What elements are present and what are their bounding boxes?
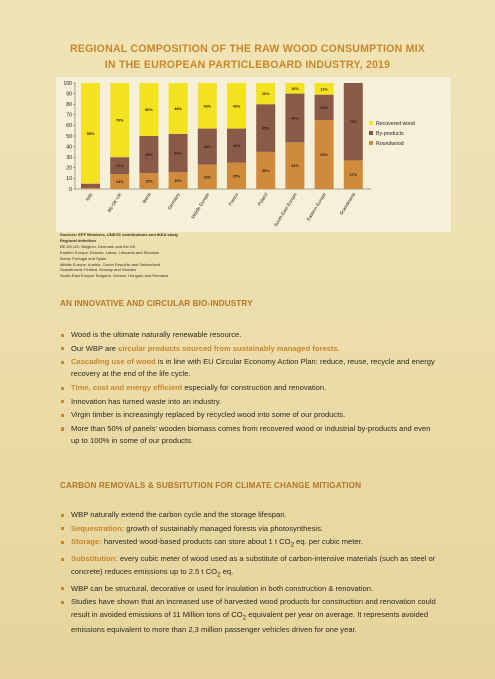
legend-label: By-products xyxy=(376,130,404,137)
data-label: 70% xyxy=(115,118,124,123)
data-label: 45% xyxy=(261,126,270,131)
data-label: 46% xyxy=(291,116,299,121)
y-tick-label: 40 xyxy=(66,144,72,151)
list-item: WBP can be structural, decorative or used for insulation in both construction & renovation. xyxy=(60,583,440,595)
x-tick-label: Italy xyxy=(84,191,94,202)
data-label: 48% xyxy=(174,106,182,111)
x-tick-label: Eastern Europe xyxy=(305,191,327,222)
x-tick-label: France xyxy=(227,191,240,207)
y-tick-label: 100 xyxy=(63,80,72,87)
sources-line: Sources: EPF Members, UNECE contributions and IKEA study xyxy=(60,232,179,237)
sources-block xyxy=(60,232,178,279)
list-item: Innovation has turned waste into an industry. xyxy=(60,396,440,408)
list-item: More than 50% of panels’ wooden biomass comes from recovered wood or industrial by-products and even up to 100% in some of our products. xyxy=(60,423,440,448)
data-label: 35% xyxy=(261,168,270,173)
data-label: 25% xyxy=(232,174,241,179)
data-label: 16% xyxy=(115,164,124,169)
list-item: Time, cost and energy efficient especially for construction and renovation. xyxy=(60,382,440,394)
stacked-bar-chart xyxy=(56,77,451,232)
bar-segment xyxy=(81,184,100,188)
list-item: Storage: harvested wood-based products can store about 1 t $CO_2$ eq. per cubic meter. xyxy=(60,536,440,552)
bar-segment xyxy=(81,188,100,189)
x-tick-label: Middle Europe xyxy=(190,191,211,220)
x-tick-label: Iberia xyxy=(141,191,152,205)
list-item: Virgin timber is increasingly replaced by recycled wood into some of our products. xyxy=(60,409,440,421)
sources-line: Iberia: Portugal and Spain xyxy=(60,255,107,261)
sources-line: South-East Europe: Bulgaria, Greece, Hungary and Romania xyxy=(60,273,169,279)
data-label: 23% xyxy=(203,175,212,180)
y-tick-label: 80 xyxy=(66,102,72,108)
y-tick-label: 30 xyxy=(66,155,72,161)
y-tick-label: 70 xyxy=(66,112,72,119)
data-label: 43% xyxy=(203,104,212,109)
data-label: 65% xyxy=(320,153,328,158)
list-item: Wood is the ultimate naturally renewable resource. xyxy=(60,329,440,341)
section1-heading: AN INNOVATIVE AND CIRCULAR BIO-INDUSTRY xyxy=(60,299,253,308)
chart-container xyxy=(56,77,451,232)
y-tick-label: 20 xyxy=(66,165,72,172)
sources-line: Eastern Europe: Estonia, Latvia, Lithuania and Slovakia xyxy=(60,249,159,255)
data-label: 34% xyxy=(203,145,212,150)
chart-title-line2: IN THE EUROPEAN PARTICLEBOARD INDUSTRY, 2019 xyxy=(104,59,391,71)
chart-title xyxy=(0,41,495,73)
x-tick-label: Poland xyxy=(256,191,269,207)
legend-swatch xyxy=(369,121,373,125)
data-label: 43% xyxy=(232,104,241,109)
section2-bullets xyxy=(60,509,440,638)
data-label: 24% xyxy=(320,105,328,110)
legend-swatch xyxy=(369,131,373,135)
sources-line: Middle Europe: Austria, Czech Republic and Switzerland xyxy=(60,261,161,267)
x-tick-label: South-East Europe xyxy=(272,191,298,228)
y-tick-label: 50 xyxy=(66,133,72,140)
legend-swatch xyxy=(369,141,373,145)
legend-label: Recovered wood xyxy=(376,120,415,127)
y-tick-label: 10 xyxy=(66,176,72,183)
list-item: Cascading use of wood is in line with EU Circular Economy Action Plan: reduce, reuse, recycle and energy recovery at the end of the life cycle. xyxy=(60,356,440,381)
list-item: Our WBP are circular products sourced from sustainably managed forests. xyxy=(60,343,440,355)
section1-bullets xyxy=(60,329,440,449)
data-label: 35% xyxy=(145,153,153,158)
section2-heading: CARBON REMOVALS & SUBSITUTION FOR CLIMATE CHANGE MITIGATION xyxy=(60,481,362,490)
chart-title-line1: REGIONAL COMPOSITION OF THE RAW WOOD CONSUMPTION MIX xyxy=(69,43,426,55)
list-item: WBP naturally extend the carbon cycle and the storage lifespan. xyxy=(60,509,440,521)
y-tick-label: 60 xyxy=(66,123,72,130)
data-label: 36% xyxy=(174,151,182,156)
y-tick-label: 0 xyxy=(69,186,72,193)
sources-line: Regional definition xyxy=(60,237,96,243)
sources-line: BE-DK-UK: Belgium, Denmark and the UK xyxy=(60,243,136,249)
y-tick-label: 90 xyxy=(66,91,72,98)
data-label: 44% xyxy=(291,164,299,169)
list-item: Sequestration: growth of sustainably managed forests via photosynthesis. xyxy=(60,523,440,535)
x-tick-label: Germany xyxy=(166,191,181,211)
x-tick-label: BE-DK-UK xyxy=(106,191,123,214)
data-label: 11% xyxy=(320,87,328,92)
data-label: 16% xyxy=(174,179,182,184)
data-label: 20% xyxy=(261,92,270,97)
data-label: 15% xyxy=(145,179,153,184)
data-label: 10% xyxy=(291,86,299,91)
list-item: Substitution: every cubic meter of wood used as a substitute of carbon-intensive materials (such as steel or concrete) reduces emissions up to 2.5 t $CO_2$ eq. xyxy=(60,553,440,581)
data-label: 32% xyxy=(232,144,241,149)
legend-label: Roundwood xyxy=(376,140,404,147)
x-tick-label: Scandinavia xyxy=(338,191,357,216)
data-label: 95% xyxy=(86,131,95,136)
data-label: 73% xyxy=(349,120,358,125)
data-label: 50% xyxy=(145,108,153,112)
data-label: 14% xyxy=(115,180,124,185)
sources-line: Scandinavia: Finland, Norway and Sweden xyxy=(60,267,137,273)
list-item: Studies have shown that an increased use of harvested wood products for construction and renovation could result in avoided emissions of 11 Million tons of $CO_2$ equivalent per year on average. It represents avoided emissions equivalent to more than 2,3 million passenger vehicles driven for one year. xyxy=(60,596,440,636)
data-label: 27% xyxy=(349,173,358,178)
